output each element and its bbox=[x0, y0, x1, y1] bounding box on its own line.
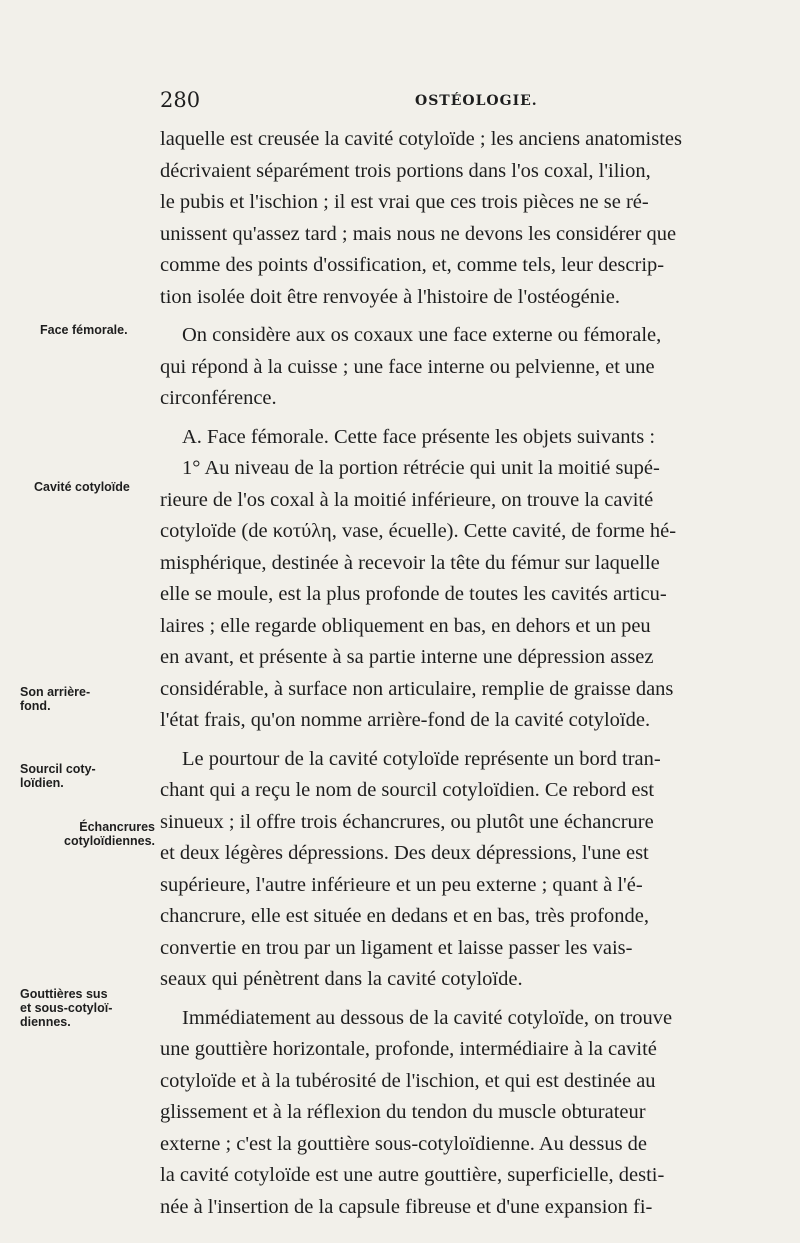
text-line: en avant, et présente à sa partie interne une dépression assez bbox=[160, 646, 654, 668]
paragraph bbox=[160, 744, 766, 996]
margin-note-gouttieres: Gouttières sus et sous-cotyloï- diennes. bbox=[20, 987, 113, 1029]
text-line: cotyloïde et à la tubérosité de l'ischion, et qui est destinée au bbox=[160, 1069, 656, 1092]
text-line: misphérique, destinée à recevoir la tête du fémur sur laquelle bbox=[160, 551, 660, 574]
text-line: l'état frais, qu'on nomme arrière-fond de la cavité cotyloïde. bbox=[160, 709, 651, 731]
margin-note-sourcil-cotyloidien: Sourcil coty- loïdien. bbox=[20, 762, 96, 790]
text-line: supérieure, l'autre inférieure et un peu externe ; quant à l'é- bbox=[160, 873, 643, 896]
text-line: unissent qu'assez tard ; mais nous ne devons les considérer que bbox=[160, 222, 677, 245]
text-line: le pubis et l'ischion ; il est vrai que ces trois pièces ne se ré- bbox=[160, 191, 649, 213]
paragraph bbox=[160, 422, 766, 737]
text-line: la cavité cotyloïde est une autre gouttière, superficielle, desti- bbox=[160, 1164, 665, 1186]
text-line: glissement et à la réflexion du tendon du muscle obturateur bbox=[160, 1101, 646, 1123]
text-line: elle se moule, est la plus profonde de toutes les cavités articu- bbox=[160, 583, 667, 605]
text-line: On considère aux os coxaux une face externe ou fémorale, bbox=[182, 324, 662, 346]
text-line: comme des points d'ossification, et, comme tels, leur descrip- bbox=[160, 254, 665, 276]
text-line: qui répond à la cuisse ; une face interne ou pelvienne, et une bbox=[160, 355, 655, 378]
paragraph bbox=[160, 1003, 766, 1224]
body-text bbox=[160, 124, 766, 1230]
text-line: circonférence. bbox=[160, 387, 277, 409]
text-line: chancrure, elle est située en dedans et en bas, très profonde, bbox=[160, 905, 649, 927]
text-line: née à l'insertion de la capsule fibreuse et d'une expansion fi- bbox=[160, 1195, 653, 1218]
text-line: cotyloïde (de κοτύλη, vase, écuelle). Cette cavité, de forme hé- bbox=[160, 520, 677, 542]
page-number: 280 bbox=[160, 88, 201, 112]
text-line: A. Face fémorale. Cette face présente les objets suivants : bbox=[182, 425, 656, 448]
text-line: sinueux ; il offre trois échancrures, ou plutôt une échancrure bbox=[160, 810, 654, 833]
text-line: une gouttière horizontale, profonde, intermédiaire à la cavité bbox=[160, 1038, 657, 1060]
text-line: laquelle est creusée la cavité cotyloïde ; les anciens anatomistes bbox=[160, 128, 682, 150]
text-line: tion isolée doit être renvoyée à l'histoire de l'ostéogénie. bbox=[160, 285, 620, 308]
text-line: convertie en trou par un ligament et laisse passer les vais- bbox=[160, 936, 633, 959]
text-line: rieure de l'os coxal à la moitié inférieure, on trouve la cavité bbox=[160, 488, 654, 511]
text-line: décrivaient séparément trois portions dans l'os coxal, l'ilion, bbox=[160, 159, 651, 182]
page-header bbox=[160, 88, 760, 118]
text-line: externe ; c'est la gouttière sous-cotyloïdienne. Au dessus de bbox=[160, 1132, 648, 1155]
text-line: et deux légères dépressions. Des deux dépressions, l'une est bbox=[160, 842, 649, 864]
paragraph bbox=[160, 320, 766, 415]
text-line: seaux qui pénètrent dans la cavité cotyloïde. bbox=[160, 968, 523, 990]
margin-note-cavite-cotyloide: Cavité cotyloïde bbox=[34, 480, 130, 494]
text-line: chant qui a reçu le nom de sourcil cotyloïdien. Ce rebord est bbox=[160, 779, 655, 801]
margin-note-arriere-fond: Son arrière- fond. bbox=[20, 685, 91, 713]
margin-note-face-femorale: Face fémorale. bbox=[40, 323, 128, 337]
text-line: Immédiatement au dessous de la cavité cotyloïde, on trouve bbox=[182, 1006, 673, 1029]
text-line: 1° Au niveau de la portion rétrécie qui unit la moitié supé- bbox=[182, 457, 660, 479]
text-line: considérable, à surface non articulaire, remplie de graisse dans bbox=[160, 677, 674, 700]
text-line: Le pourtour de la cavité cotyloïde représente un bord tran- bbox=[182, 747, 661, 770]
margin-note-echancrures: Échancrures cotyloïdiennes. bbox=[64, 820, 155, 848]
text-line: laires ; elle regarde obliquement en bas, en dehors et un peu bbox=[160, 614, 651, 637]
running-title: OSTÉOLOGIE. bbox=[415, 93, 538, 109]
paragraph bbox=[160, 124, 766, 313]
